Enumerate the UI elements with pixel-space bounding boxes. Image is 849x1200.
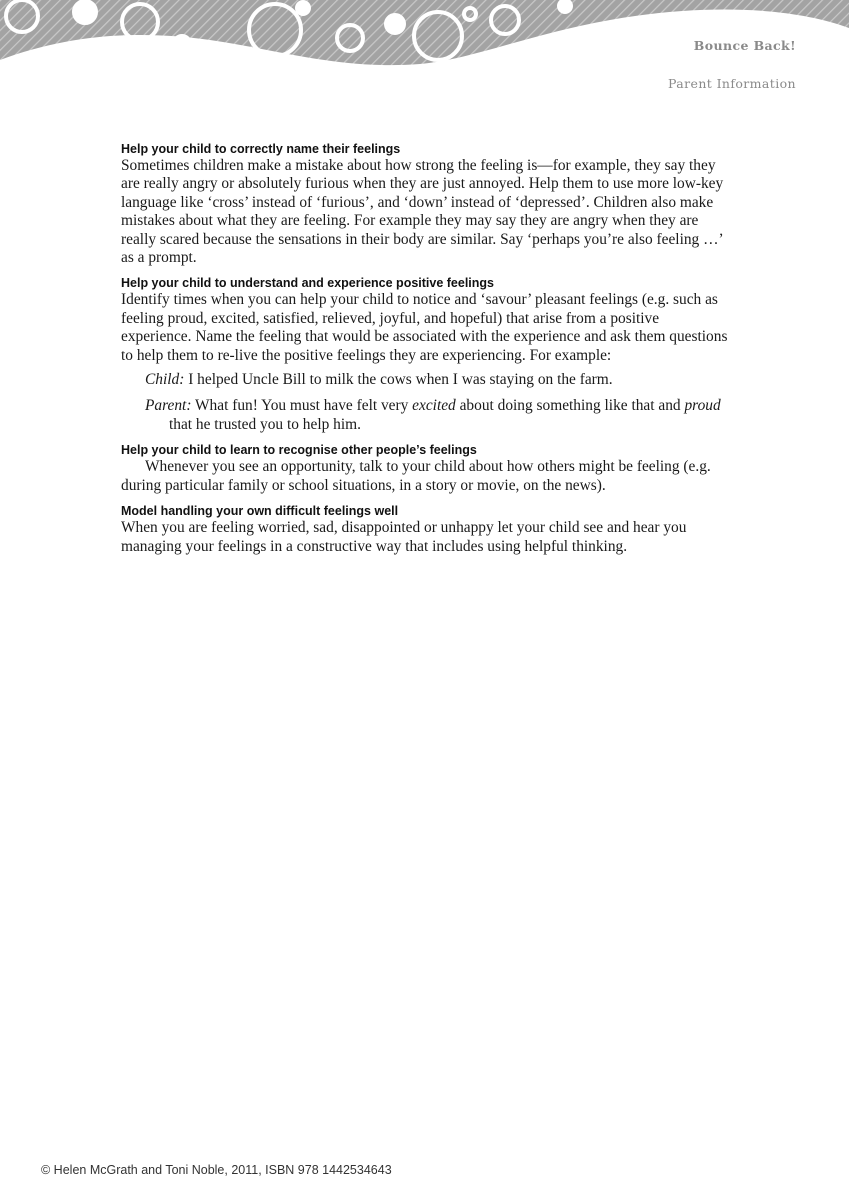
document-body (121, 141, 733, 564)
dialogue-line-parent (145, 397, 733, 434)
emphasis-text: excited (412, 397, 456, 415)
section-heading: Help your child to correctly name their feelings (121, 142, 401, 156)
section-paragraph: Identify times when you can help your child to notice and ‘savour’ pleasant feelings (e.g. such as feeling proud, excited, satisfied, relieved, joyful, and hopeful) that arise from a positive experience. Name the feeling that would be associated with the experience and ask them questions to help them to re-live the positive feelings they are experiencing. For example: (121, 291, 728, 364)
example-dialogue (121, 371, 733, 434)
speaker-label: Parent: (145, 397, 192, 415)
dialogue-text: I helped Uncle Bill to milk the cows when I was staying on the farm. (184, 371, 613, 389)
copyright-footer: © Helen McGrath and Toni Noble, 2011, ISBN 978 1442534643 (41, 1163, 392, 1177)
speaker-label: Child: (145, 371, 185, 389)
section-others-feelings (121, 442, 733, 495)
page-header (0, 0, 849, 110)
section-model-handling (121, 503, 733, 556)
dialogue-line-child (145, 371, 733, 389)
emphasis-text: proud (684, 397, 721, 415)
section-label: Parent Information (668, 76, 796, 91)
dialogue-text: that he trusted you to help him. (169, 415, 361, 433)
section-positive-feelings (121, 275, 733, 434)
dialogue-text: about doing something like that and (455, 397, 685, 415)
section-heading: Help your child to understand and experience positive feelings (121, 276, 494, 291)
dialogue-text: What fun! You must have felt very (191, 397, 413, 415)
section-heading: Model handling your own difficult feelings well (121, 504, 399, 519)
series-title: Bounce Back! (693, 38, 796, 53)
section-heading: Help your child to learn to recognise other people’s feelings (121, 443, 477, 458)
section-paragraph: Sometimes children make a mistake about how strong the feeling is—for example, they say they are really angry or absolutely furious when they are just annoyed. Help them to use more low-key language like ‘cross’ instead of ‘furious’, and ‘down’ instead of ‘depressed’. Children also make mistakes about what they are feeling. For example they may say they are angry when they are really scared because the sensations in their body are similar. Say ‘perhaps you’re also feeling …’ as a prompt. (121, 157, 724, 267)
section-paragraph: When you are feeling worried, sad, disappointed or unhappy let your child see and hear you managing your feelings in a constructive way that includes using helpful thinking. (121, 519, 687, 555)
section-paragraph: Whenever you see an opportunity, talk to your child about how others might be feeling (e.g. during particular family or school situations, in a story or movie, on the news). (121, 458, 711, 494)
section-name-feelings (121, 141, 733, 267)
